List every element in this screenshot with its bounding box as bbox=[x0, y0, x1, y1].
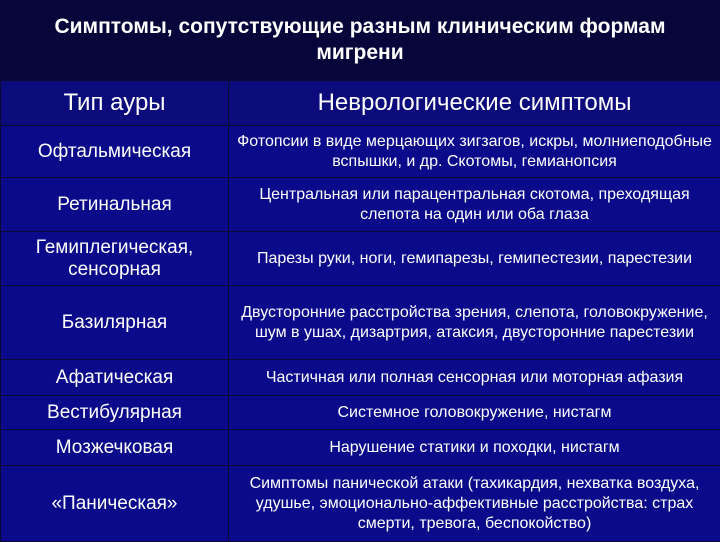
table-header-row bbox=[1, 81, 720, 126]
symptoms-cell: Системное головокружение, нистагм bbox=[229, 396, 720, 430]
table-row bbox=[1, 178, 720, 232]
symptoms-cell: Центральная или парацентральная скотома, преходящая слепота на один или оба глаза bbox=[229, 178, 720, 232]
header-aura-type: Тип ауры bbox=[1, 81, 229, 126]
table-row bbox=[1, 286, 720, 360]
header-neuro-symptoms: Неврологические симптомы bbox=[229, 81, 720, 126]
aura-type-cell: «Паническая» bbox=[1, 466, 229, 542]
symptoms-cell: Частичная или полная сенсорная или моторная афазия bbox=[229, 360, 720, 396]
aura-type-cell: Афатическая bbox=[1, 360, 229, 396]
aura-type-cell: Мозжечковая bbox=[1, 430, 229, 466]
aura-type-cell: Офтальмическая bbox=[1, 126, 229, 178]
symptoms-cell: Симптомы панической атаки (тахикардия, нехватка воздуха, удушье, эмоционально-аффективные расстройства: страх смерти, тревога, беспокойство) bbox=[229, 466, 720, 542]
table-row bbox=[1, 126, 720, 178]
symptoms-cell: Фотопсии в виде мерцающих зигзагов, искры, молниеподобные вспышки, и др. Скотомы, гемианопсия bbox=[229, 126, 720, 178]
slide-title: Симптомы, сопутствующие разным клиническим формам мигрени bbox=[0, 0, 720, 80]
aura-type-cell: Вестибулярная bbox=[1, 396, 229, 430]
table-row bbox=[1, 396, 720, 430]
symptoms-cell: Двусторонние расстройства зрения, слепота, головокружение, шум в ушах, дизартрия, атаксия, двусторонние парестезии bbox=[229, 286, 720, 360]
symptoms-cell: Нарушение статики и походки, нистагм bbox=[229, 430, 720, 466]
table-row bbox=[1, 232, 720, 286]
table-row bbox=[1, 466, 720, 542]
table-row bbox=[1, 360, 720, 396]
aura-symptoms-table bbox=[0, 80, 720, 542]
aura-type-cell: Базилярная bbox=[1, 286, 229, 360]
symptoms-cell: Парезы руки, ноги, гемипарезы, гемипестезии, парестезии bbox=[229, 232, 720, 286]
aura-type-cell: Ретинальная bbox=[1, 178, 229, 232]
table-row bbox=[1, 430, 720, 466]
aura-type-cell: Гемиплегическая, сенсорная bbox=[1, 232, 229, 286]
